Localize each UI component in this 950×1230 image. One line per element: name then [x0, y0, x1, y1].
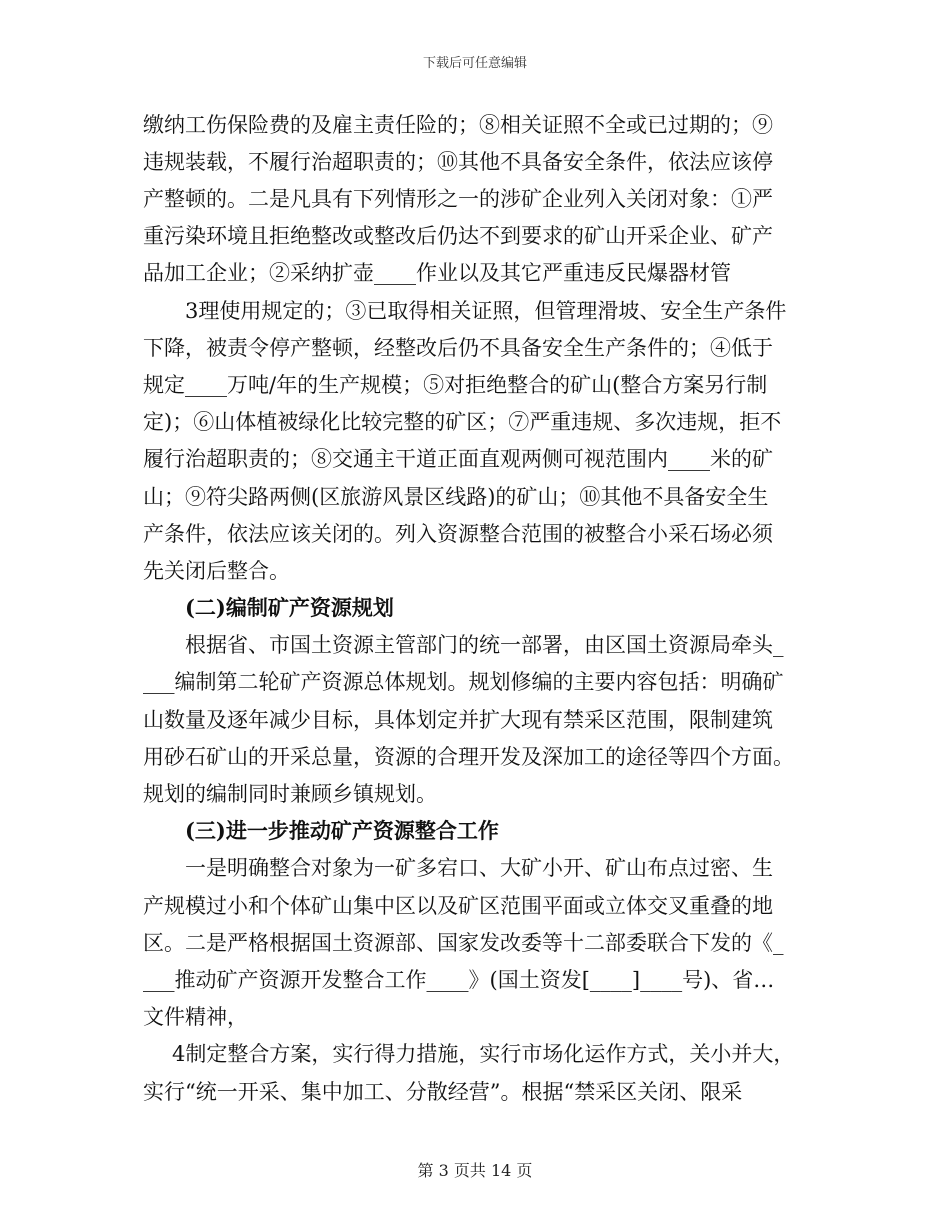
paragraph-line: 根据省、市国土资源主管部门的统一部署，由区国土资源局牵头_	[185, 633, 784, 657]
paragraph-line: 山数量及逐年减少目标，具体划定并扩大现有禁采区范围，限制建筑	[143, 708, 773, 732]
paragraph-line: 文件精神，	[143, 1005, 248, 1029]
page-footer: 第 3 页共 14 页	[417, 1161, 533, 1180]
paragraph-line: 区。二是严格根据国土资源部、国家发改委等十二部委联合下发的《_	[143, 931, 784, 955]
paragraph-line: 产整顿的。二是凡具有下列情形之一的涉矿企业列入关闭对象：①严	[143, 187, 773, 211]
paragraph-line: 缴纳工伤保险费的及雇主责任险的；⑧相关证照不全或已过期的；⑨	[143, 113, 773, 137]
paragraph-line: 4制定整合方案，实行得力措施，实行市场化运作方式，关小并大，	[172, 1042, 795, 1066]
paragraph-line: 履行治超职责的；⑧交通主干道正面直观两侧可视范围内____米的矿	[143, 447, 773, 471]
paragraph-line: ___编制第二轮矿产资源总体规划。规划修编的主要内容包括：明确矿	[143, 670, 784, 694]
paragraph-line: 规定____万吨/年的生产规模；⑤对拒绝整合的矿山(整合方案另行制	[143, 373, 768, 397]
paragraph-line: 品加工企业；②采纳扩壶____作业以及其它严重违反民爆器材管	[143, 261, 731, 285]
paragraph-line: 山；⑨符尖路两侧(区旅游风景区线路)的矿山；⑩其他不具备安全生	[143, 485, 769, 509]
paragraph-line: 一是明确整合对象为一矿多宕口、大矿小开、矿山布点过密、生	[185, 856, 773, 880]
section-heading: (二)编制矿产资源规划	[185, 595, 394, 620]
paragraph-line: 下降，被责令停产整顿，经整改后仍不具备安全生产条件的；④低于	[143, 336, 773, 360]
paragraph-line: 产条件，依法应该关闭的。列入资源整合范围的被整合小采石场必须	[143, 522, 773, 546]
paragraph-line: ___推动矿产资源开发整合工作____》(国土资发[____]____号)、省…	[143, 968, 775, 992]
paragraph-line: 产规模过小和个体矿山集中区以及矿区范围平面或立体交叉重叠的地	[143, 894, 773, 918]
paragraph-line: 用砂石矿山的开采总量，资源的合理开发及深加工的途径等四个方面。	[143, 745, 794, 769]
paragraph-line: 重污染环境且拒绝整改或整改后仍达不到要求的矿山开采企业、矿产	[143, 224, 773, 248]
paragraph-line: 先关闭后整合。	[143, 559, 290, 583]
paragraph-line: 违规装载，不履行治超职责的；⑩其他不具备安全条件，依法应该停	[143, 150, 773, 174]
paragraph-line: 实行“统一开采、集中加工、分散经营”。根据“禁采区关闭、限采	[143, 1080, 743, 1104]
paragraph-line: 3理使用规定的；③已取得相关证照，但管理滑坡、安全生产条件	[185, 299, 787, 323]
paragraph-line: 定)；⑥山体植被绿化比较完整的矿区；⑦严重违规、多次违规，拒不	[143, 410, 782, 434]
section-heading: (三)进一步推动矿产资源整合工作	[185, 818, 499, 843]
paragraph-line: 规划的编制同时兼顾乡镇规划。	[143, 782, 437, 806]
page-header: 下载后可任意编辑	[422, 56, 527, 71]
